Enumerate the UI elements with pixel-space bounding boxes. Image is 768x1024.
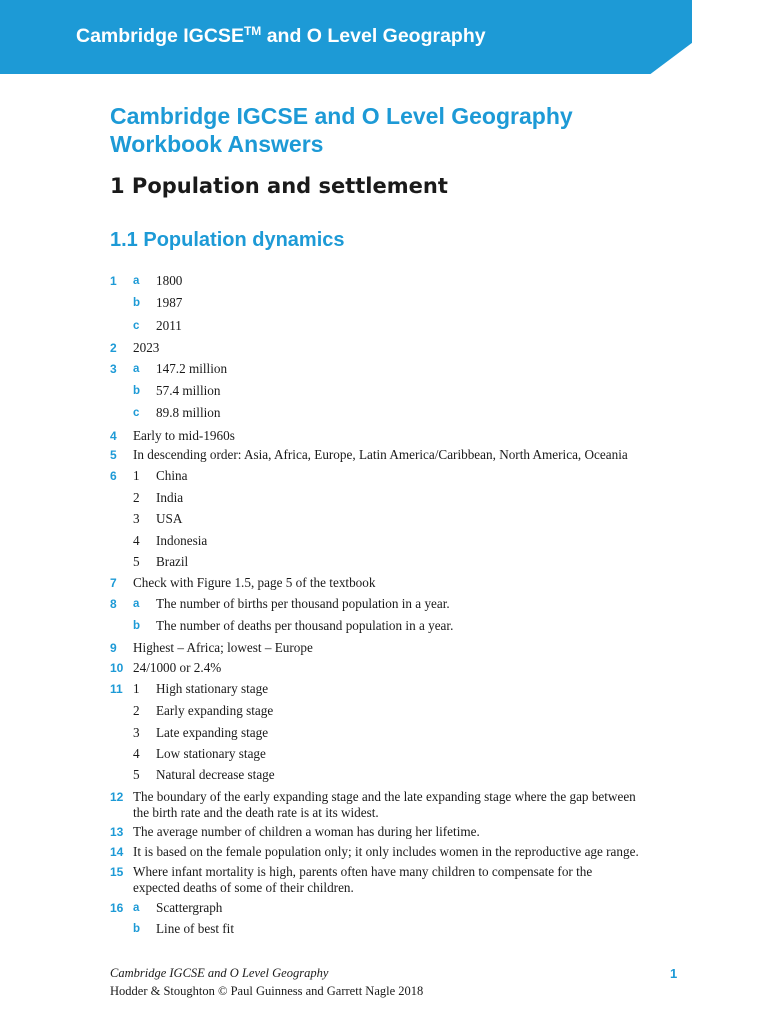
sub-question-letter: c [133,320,140,332]
answer-text-line: Low stationary stage [156,746,266,761]
answer-text-line: It is based on the female population only; it only includes women in the reproductive age range. [133,844,639,859]
answer-text [133,844,688,860]
question-number: 6 [110,469,117,483]
sub-question-letter: a [133,363,140,375]
answer-text-line: Brazil [156,554,189,569]
answer-text-line: Early to mid-1960s [133,428,235,443]
rank-number: 4 [133,746,140,761]
answer-text-line: Natural decrease stage [156,767,275,782]
answer-text-line: Late expanding stage [156,725,269,740]
answer-text [156,921,688,937]
document-title-line-1: Cambridge IGCSE and O Level Geography [110,103,573,129]
answer-text-line: 24/1000 or 2.4% [133,660,222,675]
answer-text [156,554,688,570]
answer-text [156,318,688,334]
answer-text-line: 1800 [156,273,183,288]
answer-text [156,405,688,421]
answer-text [156,596,688,612]
answer-text [156,295,688,311]
question-number: 3 [110,362,117,376]
question-number: 7 [110,576,117,590]
rank-number: 5 [133,554,140,569]
answer-text-line: The number of deaths per thousand population in a year. [156,618,454,633]
answer-text [156,681,688,697]
answer-text-line: Early expanding stage [156,703,274,718]
question-number: 4 [110,429,117,443]
answer-text [133,640,688,656]
answer-text-line: China [156,468,188,483]
answer-text-line: Scattergraph [156,900,223,915]
question-number: 10 [110,661,124,675]
answer-text [156,703,688,719]
answer-text-line: Indonesia [156,533,208,548]
answer-text [133,824,688,840]
rank-number: 4 [133,533,140,548]
sub-question-letter: c [133,407,140,419]
answer-text [133,575,688,591]
question-number: 9 [110,641,117,655]
answer-text-line: The number of births per thousand population in a year. [156,596,450,611]
sub-question-letter: a [133,275,140,287]
rank-number: 2 [133,490,140,505]
answer-text-line: The average number of children a woman has during her lifetime. [133,824,480,839]
footer-publisher: Hodder & Stoughton © Paul Guinness and Garrett Nagle 2018 [110,984,424,998]
answer-text-line: 2023 [133,340,160,355]
banner-title-suffix: and O Level Geography [261,25,486,47]
answer-text-line: 2011 [156,318,182,333]
answer-text-line: Where infant mortality is high, parents often have many children to compensate for the [133,864,593,879]
answer-text-line: 57.4 million [156,383,221,398]
answer-text-line: India [156,490,184,505]
answer-text [156,900,688,916]
question-number: 16 [110,901,124,915]
question-number: 5 [110,448,117,462]
question-number: 13 [110,825,124,839]
answer-text [156,361,688,377]
answer-text [156,618,688,634]
answer-text-line: High stationary stage [156,681,269,696]
sub-question-letter: b [133,923,141,935]
rank-number: 1 [133,468,140,483]
rank-number: 3 [133,511,140,526]
rank-number: 2 [133,703,140,718]
document-title-line-2: Workbook Answers [110,131,324,157]
answer-text-line: the birth rate and the death rate is at its widest. [133,805,379,820]
answer-text [156,383,688,399]
answer-text-line: 1987 [156,295,183,310]
chapter-heading: 1 Population and settlement [110,174,448,198]
answer-text [133,660,688,676]
sub-question-letter: a [133,598,140,610]
sub-question-letter: b [133,620,141,632]
sub-question-letter: a [133,902,140,914]
answer-text-line: 89.8 million [156,405,221,420]
question-number: 1 [110,274,117,288]
question-number: 2 [110,341,117,355]
sub-question-letter: b [133,385,141,397]
question-number: 8 [110,597,117,611]
answer-text-line: expected deaths of some of their children. [133,880,354,895]
answer-text [133,447,688,463]
answer-text-line: 147.2 million [156,361,228,376]
question-number: 15 [110,865,124,879]
answer-text [156,725,688,741]
answer-text-line: The boundary of the early expanding stage and the late expanding stage where the gap between [133,789,636,804]
page-number: 1 [670,966,678,981]
answer-text [133,340,688,356]
answer-text [156,746,688,762]
answer-text [133,864,688,896]
sub-question-letter: b [133,297,141,309]
rank-number: 3 [133,725,140,740]
answer-text-line: Check with Figure 1.5, page 5 of the textbook [133,575,376,590]
answer-text [133,428,688,444]
section-heading: 1.1 Population dynamics [110,229,345,251]
rank-number: 5 [133,767,140,782]
answer-text [133,789,688,821]
question-number: 12 [110,790,124,804]
answer-text-line: USA [156,511,183,526]
footer-book-title: Cambridge IGCSE and O Level Geography [110,966,329,980]
answer-text-line: Highest – Africa; lowest – Europe [133,640,313,655]
answer-text [156,511,688,527]
rank-number: 1 [133,681,140,696]
answer-text [156,767,688,783]
answer-text-line: Line of best fit [156,921,235,936]
answer-text [156,273,688,289]
question-number: 14 [110,845,124,859]
answer-text [156,533,688,549]
trademark-mark: TM [243,24,262,38]
banner-title-main: Cambridge IGCSE [76,25,244,47]
answer-text [156,490,688,506]
answer-text-line: In descending order: Asia, Africa, Europe, Latin America/Caribbean, North America, Oceania [133,447,628,462]
answer-text [156,468,688,484]
question-number: 11 [110,682,123,696]
